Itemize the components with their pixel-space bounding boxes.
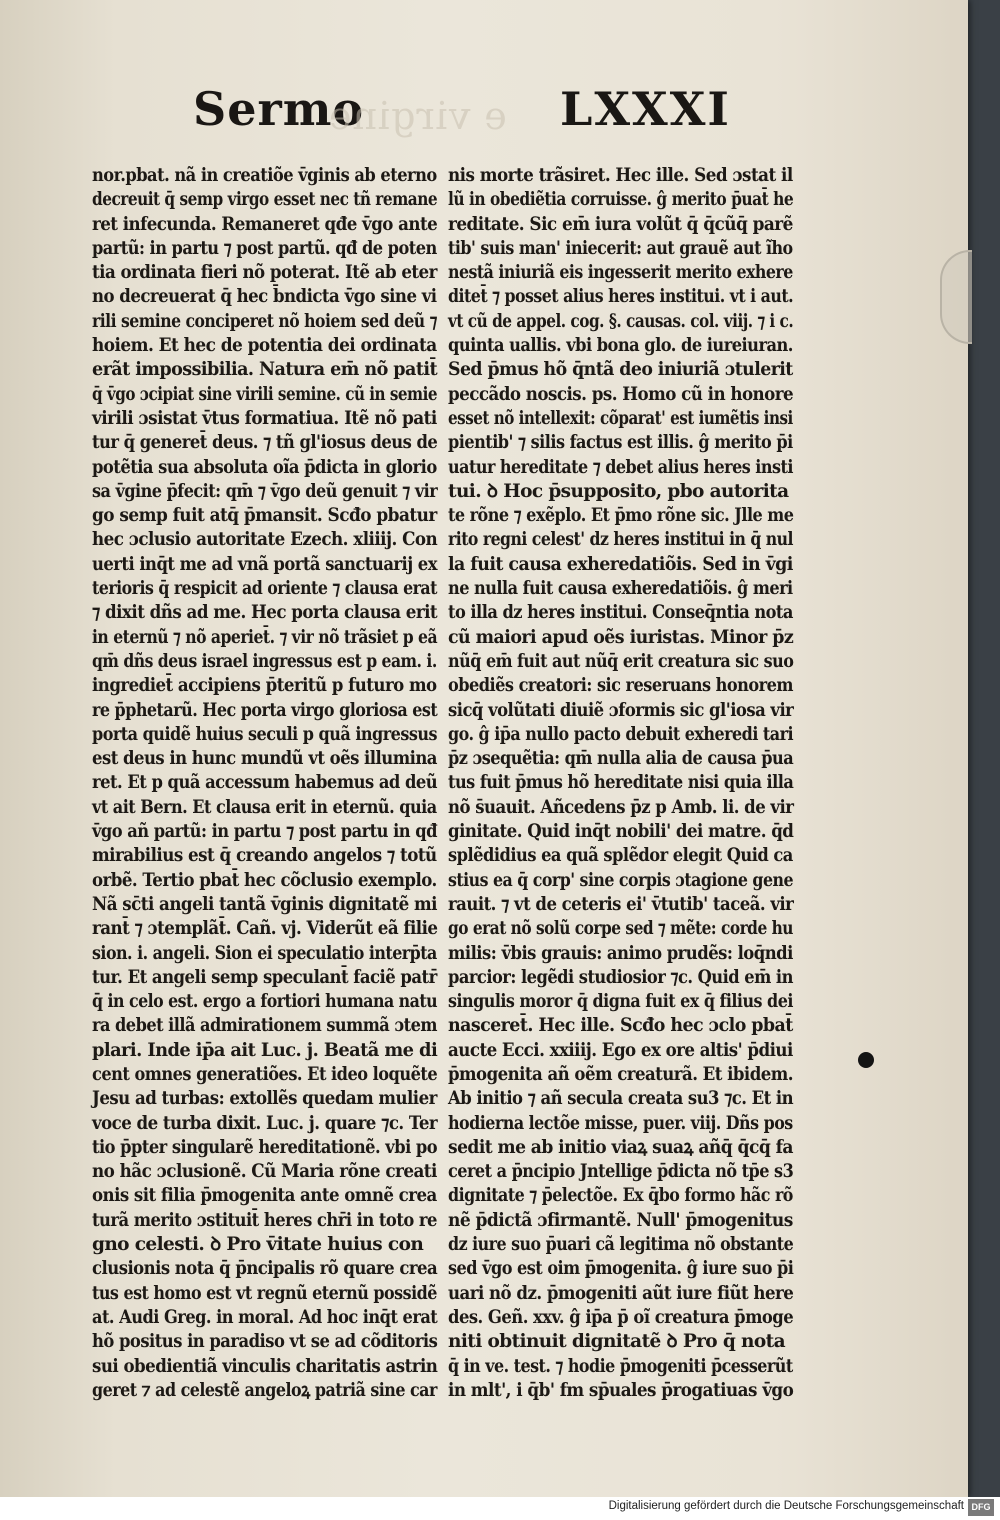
text-line: pientib' ⁊ silis factus est illis. ĝ merito p̄i (448, 432, 793, 454)
text-line: nestã iniuriã eis ingesserit merito exhere (448, 262, 793, 284)
text-line: sui obedientiã vinculis charitatis astrin (92, 1355, 438, 1377)
text-line: dz iure suo p̄uari cã legitima nõ obstante (448, 1234, 794, 1256)
text-line: turã merito ɔstituit̄ heres chr̄i in toto re (92, 1209, 437, 1231)
text-line: ne nulla fuit causa exheredatiõis. ĝ meri (448, 578, 793, 600)
text-line: in eternũ ⁊ nõ aperiet̄. ⁊ vir nõ trãsiet p eã (92, 626, 438, 648)
text-line: nis morte trãsiret. Hec ille. Sed ɔstat il (448, 165, 793, 186)
text-line: stius ea q̄ corp' sine corpis ɔtagione gene (448, 869, 794, 891)
text-line: parcior: legẽdi studiosior ⁊c. Quid em̄ in (448, 966, 793, 988)
text-line: porta quidẽ huius seculi p quã ingressus (92, 723, 438, 745)
text-line: sedit me ab initio viaꝝ suaꝝ añq̄ q̄cq̄ fa (448, 1136, 793, 1158)
text-line: vt cũ de appel. cog. §. causas. col. viij. ⁊ i c. (448, 310, 794, 332)
text-line: no hãc ɔclusionẽ. Cũ Maria rõne creati (92, 1161, 437, 1183)
text-line: q̄ v̄go ɔcipiat sine virili semine. cũ in semie (92, 383, 438, 405)
text-line: lũ in obediẽtia corruisse. ĝ merito p̄uat̄ he (448, 189, 794, 211)
text-line: hodierna lectõe misse, puer. viij. Dñs pos (448, 1112, 793, 1134)
text-line: niti obtinuit dignitatẽ ꝺ Pro q̄ nota (448, 1331, 785, 1353)
text-line: obediẽs creatori: sic reseruans honorem (448, 675, 793, 697)
text-line: re p̄phetarũ. Hec porta virgo gloriosa est (92, 699, 438, 721)
text-line: ingrediet̄ accipiens p̄teritũ p futuro mo (92, 675, 437, 697)
text-line: cũ maiori apud oẽs iuristas. Minor p̄z (448, 626, 794, 648)
running-head-sermo: Sermo (193, 82, 365, 136)
text-line: nẽ p̄dictã ɔfirmantẽ. Null' p̄mogenitus (448, 1209, 793, 1231)
text-line: quinta uallis. vbi bona glo. de iureiuran. (448, 335, 793, 357)
text-line: ceret a p̄ncipio Jntellige p̄dicta nõ tp̄e s3 (448, 1161, 794, 1183)
text-line: peccãdo noscis. ps. Homo cũ in honore (448, 383, 794, 405)
text-line: nasceret̄. Hec ille. Scđo hec ɔclo pbat̄ (448, 1015, 793, 1037)
text-line: go semp fuit atq̄ p̄mansit. Scđo pbatur (92, 505, 437, 527)
text-line: nor.pbat. nã in creatiõe v̄ginis ab eterno (92, 165, 437, 186)
text-line: potẽtia sua absoluta oĩa p̄dicta in glorio (92, 456, 437, 478)
text-line: Nã sc̄ti angeli tantã v̄ginis dignitatẽ mi (92, 893, 437, 915)
text-line: uari nõ dz. p̄mogeniti aũt iure fiũt here (448, 1282, 794, 1304)
text-line: des. Geñ. xxv. ĝ ip̄a p̄ oĩ creatura p̄moge (448, 1306, 794, 1328)
text-line: go erat nõ solũ corpe sed ⁊ mẽte: corde hu (448, 918, 793, 940)
text-line: ginitate. Quid inq̄t nobili' dei matre. q̄d (448, 821, 794, 843)
text-line: go. ĝ ip̄a nullo pacto debuit exheredi tari (448, 723, 794, 745)
text-line: partũ: in partu ⁊ post partũ. qđ de poten (92, 237, 437, 259)
text-line: sed v̄go est oim p̄mogenita. ĝ iure suo p̄i (448, 1258, 794, 1280)
text-line: tia ordinata fieri nõ poterat. Itẽ ab eter (92, 262, 437, 284)
text-line: tus fuit p̄mus hõ hereditate nisi quia illa (448, 772, 794, 794)
text-line: reditate. Sic em̄ iura volũt q̄ q̄cũq̄ parẽ (448, 213, 793, 235)
text-line: ditet̄ ⁊ posset alius heres institui. vt i aut. (448, 286, 794, 308)
text-line: singulis moror q̄ digna fuit ex q̄ filius dei (448, 991, 793, 1013)
text-line: tib' suis man' iniecerit: aut grauẽ aut ĩho (448, 237, 793, 259)
text-line: clusionis nota q̄ p̄ncipalis rõ quare crea (92, 1258, 438, 1280)
text-line: onis sit filia p̄mogenita ante omnẽ crea (92, 1185, 437, 1207)
right-text-column (448, 164, 793, 1403)
text-line: terioris q̄ respicit ad oriente ⁊ clausa erat (92, 578, 437, 600)
text-line: hoiem. Et hec de potentia dei ordinata (92, 335, 437, 357)
text-line: Sed p̄mus hõ q̄ntã deo iniuriã ɔtulerit (448, 359, 793, 381)
text-line: mirabilius est q̄ creando angelos ⁊ totũ (92, 845, 437, 867)
text-line: tus est homo est vt regnũ eternũ possidẽ (92, 1282, 437, 1304)
text-line: ra debet illã admirationem summã ɔtem (92, 1015, 437, 1037)
text-line: rito regni celest' dz heres institui in q̄ nul (448, 529, 794, 551)
text-line: vt ait Bern. Et clausa erit in eternũ. quia (92, 796, 437, 818)
text-line: cent omnes generatiões. Et ideo loquẽte (92, 1063, 438, 1085)
text-line: tur q̄ generet̄ deus. ⁊ tñ gl'iosus deus de (92, 432, 438, 454)
text-line: virili ɔsistat v̄tus formatiua. Itẽ nõ pati (92, 407, 437, 429)
text-line: dignitate ⁊ p̄electõe. Ex q̄bo formo hãc rõ (448, 1185, 793, 1207)
folio-number: LXXXI (560, 82, 731, 136)
text-line: p̄z ɔsequẽtia: qm̄ nulla alia de causa p̄ua (448, 748, 794, 770)
text-line: to illa dz heres institui. Conseq̄ntia nota (448, 602, 793, 624)
text-line: rili semine conciperet nõ hoiem sed deũ ⁊ (92, 310, 437, 332)
text-line: hec ɔclusio autoritate Ezech. xliiij. Con (92, 529, 438, 551)
funding-notice: Digitalisierung gefördert durch die Deutsche Forschungsgemeinschaft (608, 1500, 964, 1512)
text-line: sion. i. angeli. Sion ei speculatio interp̄ta (92, 942, 437, 964)
text-line: tur. Et angeli semp speculant̄ faciẽ patr̄ (92, 966, 437, 988)
text-line: Ab initio ⁊ añ secula creata su3 ⁊c. Et in (448, 1088, 794, 1110)
text-line: splẽdidius ea quã splẽdor elegit Quid ca (448, 845, 793, 867)
text-line: milis: v̄bis grauis: animo prudẽs: loq̄ndi (448, 942, 793, 964)
text-line: no decreuerat q̄ hec b̄ndicta v̄go sine vi (92, 286, 437, 308)
text-line: at. Audi Greg. in moral. Ad hoc inq̄t erat (92, 1306, 438, 1328)
text-line: qm̄ dñs deus israel ingressus est p eam. i. (92, 650, 437, 672)
text-line: sicq̄ volũtati diuiẽ ɔformis sic gl'iosa vir (448, 699, 794, 721)
text-line: q̄ in ve. test. ⁊ hodie p̄mogeniti p̄cesserũt (448, 1355, 793, 1377)
text-line: est deus in hunc mundũ vt oẽs illumina (92, 748, 437, 770)
text-line: la fuit causa exheredatiõis. Sed in v̄gi (448, 553, 793, 575)
bleed-through-text: e virgine (328, 94, 507, 138)
text-line: geret ⁊ ad celestẽ angeloꝝ patriã sine car (92, 1379, 437, 1401)
text-line: orbẽ. Tertio pbat̄ hec cõclusio exemplo. (92, 869, 437, 891)
dfg-logo: DFG (968, 1499, 994, 1516)
text-line: ret infecunda. Remaneret qđe v̄go ante (92, 213, 438, 235)
text-line: ⁊ dixit dñs ad me. Hec porta clausa erit (92, 602, 438, 624)
text-line: erãt impossibilia. Natura em̄ nõ patit̄ (92, 359, 438, 381)
text-line: te rõne ⁊ exẽplo. Et p̄mo rõne sic. Jlle me (448, 505, 794, 527)
text-line: decreuit q̄ semp virgo esset nec tñ remane (92, 189, 438, 211)
page-hole (858, 1052, 874, 1068)
text-line: uerti inq̄t me ad vnã portã sanctuarij ex (92, 553, 437, 575)
folded-page-edge (940, 250, 972, 344)
footer-bar (0, 1497, 1000, 1520)
text-line: gno celesti. ꝺ Pro v̄itate huius con (92, 1234, 424, 1256)
text-line: tui. ꝺ Hoc p̄supposito, pbo autorita (448, 480, 789, 502)
text-line: p̄mogenita añ oẽm creaturã. Et ibidem. (448, 1063, 793, 1085)
text-line: nõ s̄uauit. Añcedens p̄z p Amb. li. de vir (448, 796, 794, 818)
text-line: nũq̄ em̄ fuit aut nũq̄ erit creatura sic suo (448, 650, 794, 672)
left-text-column (92, 164, 437, 1403)
text-line: tio p̄pter singularẽ hereditationẽ. vbi po (92, 1136, 438, 1158)
text-line: v̄go añ partũ: in partu ⁊ post partu in qđ (92, 821, 437, 843)
text-line: sa v̄gine p̄fecit: qm̄ ⁊ v̄go deũ genuit ⁊ vir (92, 480, 438, 502)
text-line: hõ positus in paradiso vt se ad cõditoris (92, 1331, 438, 1353)
text-line: voce de turba dixit. Luc. j. quare ⁊c. Ter (92, 1112, 438, 1134)
text-line: q̄ in celo est. ergo a fortiori humana natu (92, 991, 438, 1013)
text-line: in mlt', i q̄b' fm sp̄uales p̄rogatiuas v̄go (448, 1379, 794, 1401)
text-line: uatur hereditate ⁊ debet alius heres insti (448, 456, 793, 478)
text-line: rant̄ ⁊ ɔtemplãt̄. Cañ. vj. Viderũt eã filie (92, 918, 438, 940)
text-line: esset nõ intellexit: cõparat' est iumẽtis insi (448, 407, 793, 429)
text-line: Jesu ad turbas: extollẽs quedam mulier (92, 1088, 437, 1110)
text-line: plari. Inde ip̄a ait Luc. j. Beatã me di (92, 1039, 438, 1061)
text-line: ret. Et p quã accessum habemus ad deũ (92, 772, 438, 794)
text-line: rauit. ⁊ vt de ceteris ei' v̄tutib' taceã. vir (448, 893, 794, 915)
text-line: aucte Ecci. xxiiij. Ego ex ore altis' p̄diui (448, 1039, 793, 1061)
